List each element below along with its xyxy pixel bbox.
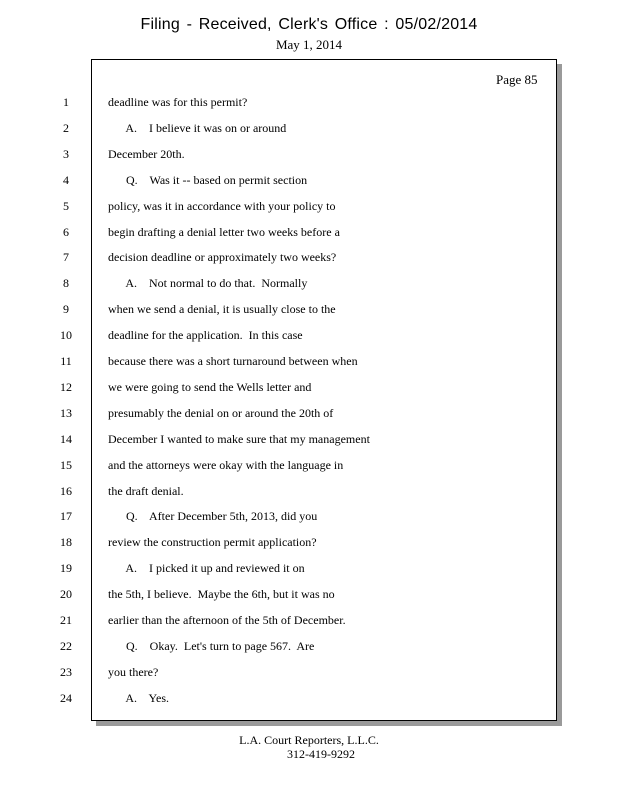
line-number: 6 — [63, 225, 69, 239]
line-number: 16 — [60, 484, 72, 498]
line-text: we were going to send the Wells letter and — [108, 380, 312, 394]
line-text: decision deadline or approximately two weeks? — [108, 250, 337, 264]
line-text: policy, was it in accordance with your policy to — [108, 199, 336, 213]
line-text: when we send a denial, it is usually close to the — [108, 302, 336, 316]
line-number: 4 — [63, 173, 69, 187]
line-number: 20 — [60, 587, 72, 601]
line-number: 18 — [60, 535, 72, 549]
line-text: December I wanted to make sure that my management — [108, 432, 370, 446]
line-text: presumably the denial on or around the 20th of — [108, 406, 334, 420]
line-text: December 20th. — [108, 147, 185, 161]
line-number: 21 — [60, 613, 72, 627]
reporter-phone: 312-419-9292 — [287, 747, 355, 761]
line-number: 9 — [63, 302, 69, 316]
line-text: begin drafting a denial letter two weeks before a — [108, 225, 340, 239]
line-text: Q. Okay. Let's turn to page 567. Are — [108, 639, 315, 653]
filing-stamp: Filing - Received, Clerk's Office : 05/02/2014 — [140, 16, 478, 33]
line-text: A. I picked it up and reviewed it on — [108, 561, 305, 575]
line-number: 2 — [63, 121, 69, 135]
line-text: and the attorneys were okay with the language in — [108, 458, 344, 472]
line-text: because there was a short turnaround between when — [108, 354, 358, 368]
line-number: 3 — [63, 147, 69, 161]
line-number: 23 — [60, 665, 72, 679]
page-number: Page 85 — [496, 72, 538, 87]
line-text: review the construction permit application? — [108, 535, 317, 549]
line-text: A. I believe it was on or around — [108, 121, 287, 135]
line-number: 8 — [63, 276, 69, 290]
line-text: the draft denial. — [108, 484, 184, 498]
line-number: 19 — [60, 561, 72, 575]
line-number: 15 — [60, 458, 72, 472]
line-number: 14 — [60, 432, 72, 446]
line-text: deadline was for this permit? — [108, 95, 248, 109]
line-text: earlier than the afternoon of the 5th of December. — [108, 613, 346, 627]
line-number: 5 — [63, 199, 69, 213]
line-number: 12 — [60, 380, 72, 394]
line-number: 11 — [60, 354, 72, 368]
line-text: A. Yes. — [108, 691, 170, 705]
line-text: the 5th, I believe. Maybe the 6th, but it was no — [108, 587, 335, 601]
line-text: A. Not normal to do that. Normally — [108, 276, 308, 290]
line-number: 10 — [60, 328, 72, 342]
line-text: Q. After December 5th, 2013, did you — [108, 509, 318, 523]
line-text: you there? — [108, 665, 159, 679]
line-text: deadline for the application. In this case — [108, 328, 303, 342]
line-number: 24 — [60, 691, 72, 705]
reporter-company: L.A. Court Reporters, L.L.C. — [239, 733, 379, 747]
line-number: 7 — [63, 250, 69, 264]
line-number: 17 — [60, 509, 72, 523]
deposition-date: May 1, 2014 — [275, 37, 343, 52]
line-number: 22 — [60, 639, 72, 653]
line-text: Q. Was it -- based on permit section — [108, 173, 308, 187]
line-number: 1 — [63, 95, 69, 109]
line-number: 13 — [60, 406, 72, 420]
